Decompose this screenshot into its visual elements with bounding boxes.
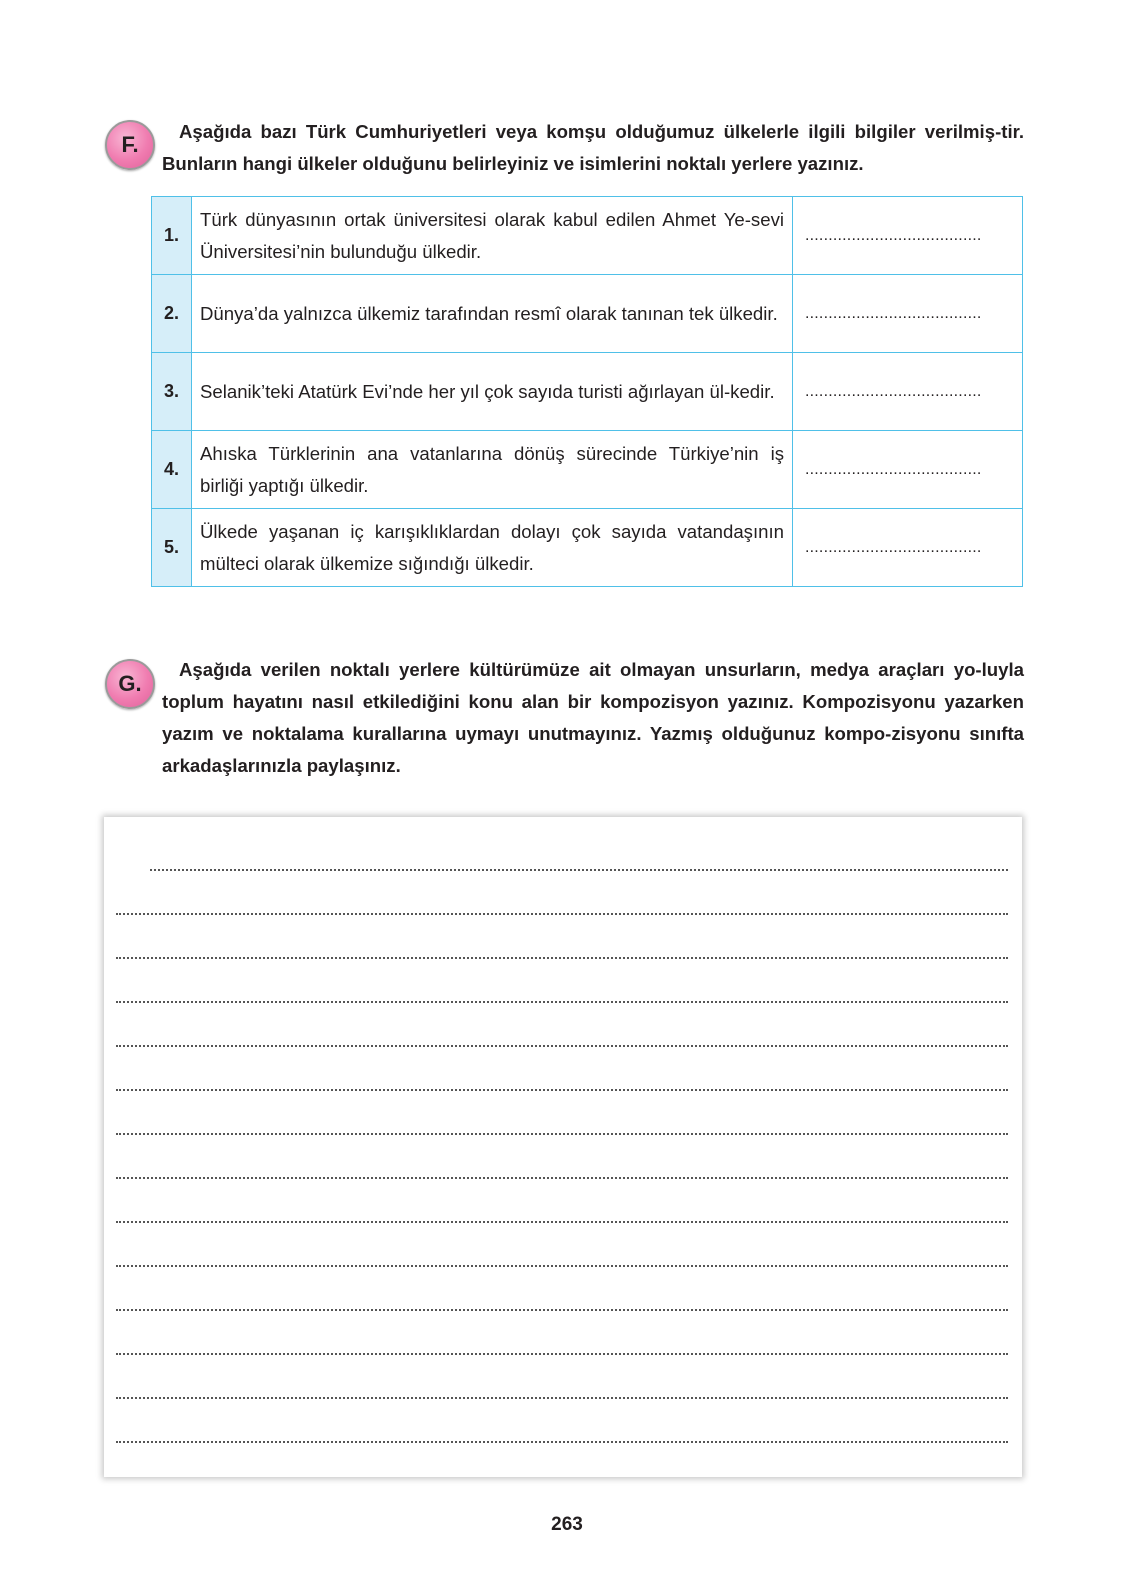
- answer-cell[interactable]: [793, 431, 1023, 509]
- table-row: [152, 353, 1023, 431]
- writing-line[interactable]: [116, 955, 1008, 959]
- answer-blank[interactable]: ......................................: [805, 383, 982, 400]
- clue-text: Dünya’da yalnızca ülkemiz tarafından resmî olarak tanınan tek ülkedir.: [192, 275, 793, 353]
- section-f-table: [151, 196, 1023, 587]
- table-row: [152, 275, 1023, 353]
- table-row: [152, 509, 1023, 587]
- answer-cell[interactable]: [793, 509, 1023, 587]
- writing-line[interactable]: [116, 1043, 1008, 1047]
- writing-line[interactable]: [116, 1175, 1008, 1179]
- row-number: 2.: [152, 275, 192, 353]
- page-number: 263: [551, 1514, 583, 1535]
- writing-line[interactable]: [116, 1087, 1008, 1091]
- writing-line[interactable]: [116, 1307, 1008, 1311]
- row-number: 3.: [152, 353, 192, 431]
- writing-line[interactable]: [116, 1395, 1008, 1399]
- answer-cell[interactable]: [793, 275, 1023, 353]
- answer-blank[interactable]: ......................................: [805, 305, 982, 322]
- table-row: [152, 431, 1023, 509]
- answer-blank[interactable]: ......................................: [805, 539, 982, 556]
- writing-line[interactable]: [116, 999, 1008, 1003]
- answer-cell[interactable]: [793, 353, 1023, 431]
- writing-line[interactable]: [116, 1263, 1008, 1267]
- clue-text: Ahıska Türklerinin ana vatanlarına dönüş sürecinde Türkiye’nin iş birliği yaptığı ülkedir.: [192, 431, 793, 509]
- row-number: 1.: [152, 197, 192, 275]
- answer-cell[interactable]: [793, 197, 1023, 275]
- section-g-badge-label: G.: [118, 671, 142, 696]
- writing-line[interactable]: [116, 1439, 1008, 1443]
- writing-line[interactable]: [116, 1351, 1008, 1355]
- writing-line[interactable]: [116, 911, 1008, 915]
- section-g-instruction: Aşağıda verilen noktalı yerlere kültürümüze ait olmayan unsurların, medya araçları yo-luyla toplum hayatını nasıl etkilediğini konu alan bir kompozisyon yazınız. Kompozisyonu yazarken yazım ve noktalama kurallarına uymayı unutmayınız. Yazmış olduğunuz kompo-zisyonu sınıfta arkadaşlarınızla paylaşınız.: [162, 659, 1024, 776]
- answer-blank[interactable]: ......................................: [805, 461, 982, 478]
- row-number: 5.: [152, 509, 192, 587]
- writing-line[interactable]: [116, 1219, 1008, 1223]
- composition-writing-area[interactable]: [104, 817, 1022, 1477]
- section-f-badge-label: F.: [121, 132, 139, 157]
- clue-text: Ülkede yaşanan iç karışıklıklardan dolayı çok sayıda vatandaşının mülteci olarak ülkemize sığındığı ülkedir.: [192, 509, 793, 587]
- row-number: 4.: [152, 431, 192, 509]
- section-g-badge: [105, 659, 155, 709]
- writing-line[interactable]: [150, 867, 1008, 871]
- section-f-instruction: Aşağıda bazı Türk Cumhuriyetleri veya komşu olduğumuz ülkelerle ilgili bilgiler verilmiş-tir. Bunların hangi ülkeler olduğunu belirleyiniz ve isimlerini noktalı yerlere yazınız.: [162, 121, 1024, 174]
- writing-line[interactable]: [116, 1131, 1008, 1135]
- section-f-badge: [105, 120, 155, 170]
- clue-text: Türk dünyasının ortak üniversitesi olarak kabul edilen Ahmet Ye-sevi Üniversitesi’nin bulunduğu ülkedir.: [192, 197, 793, 275]
- clue-text: Selanik’teki Atatürk Evi’nde her yıl çok sayıda turisti ağırlayan ül-kedir.: [192, 353, 793, 431]
- table-row: [152, 197, 1023, 275]
- answer-blank[interactable]: ......................................: [805, 227, 982, 244]
